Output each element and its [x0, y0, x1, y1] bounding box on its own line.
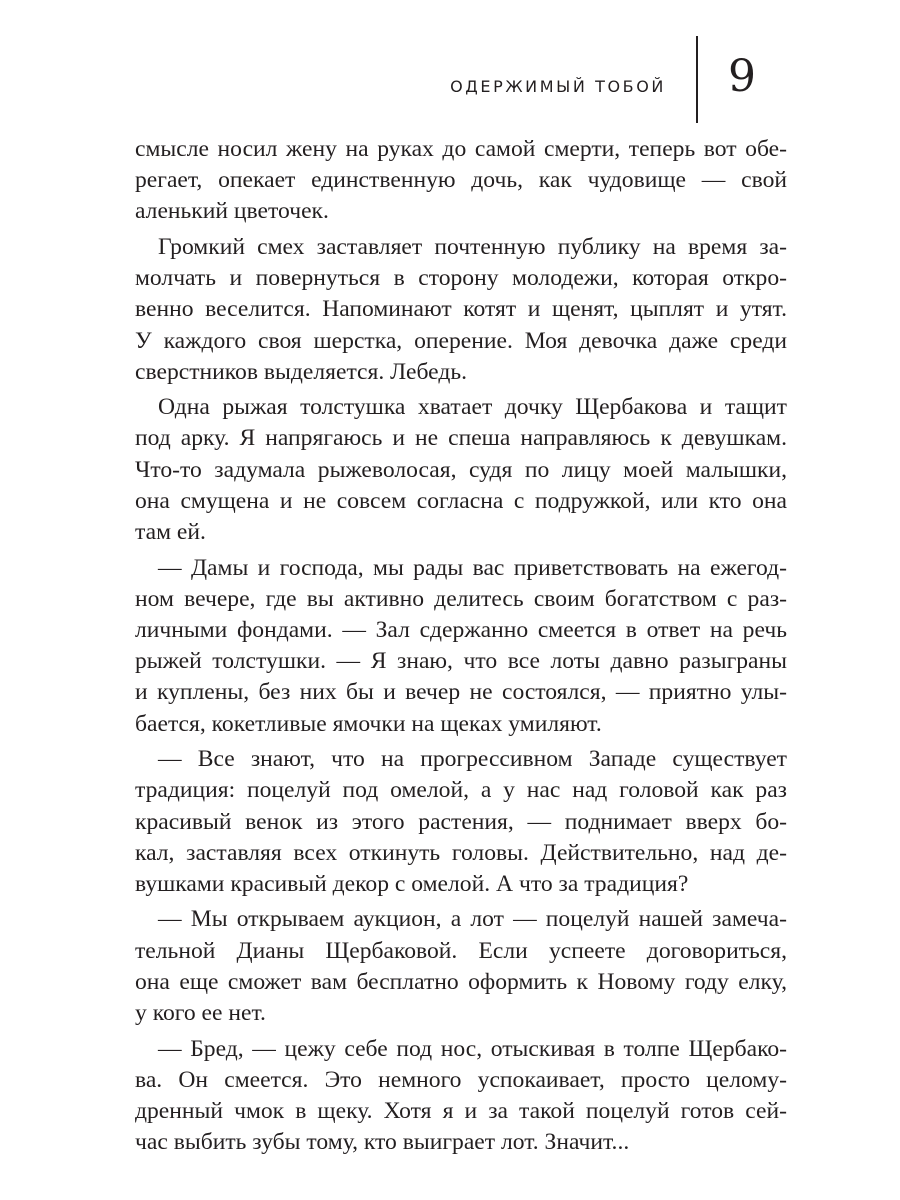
text-line: кал, заставляя всех откинуть головы. Действительно, над де- — [135, 839, 787, 866]
text-line: она еще сможет вам бесплатно оформить к Новому году елку, — [135, 968, 787, 995]
text-line: Громкий смех заставляет почтенную публику на время за- — [158, 233, 787, 260]
text-line: бается, кокетливые ямочки на щеках умиляют. — [135, 710, 602, 737]
text-line: — Все знают, что на прогрессивном Западе существует — [158, 746, 787, 773]
text-line: У каждого своя шерстка, оперение. Моя девочка даже среди — [135, 327, 787, 354]
text-line: венно веселится. Напоминают котят и щенят, цыплят и утят. — [135, 296, 787, 323]
text-line: аленький цветочек. — [135, 198, 329, 225]
text-line: тельной Дианы Щербаковой. Если успеете договориться, — [135, 937, 787, 964]
paragraph — [135, 232, 787, 388]
text-line: традиция: поцелуй под омелой, а у нас над головой как раз — [135, 777, 787, 804]
paragraph — [135, 134, 787, 228]
text-line: — Дамы и господа, мы рады вас приветствовать на ежегод- — [158, 554, 787, 581]
running-title: ОДЕРЖИМЫЙ ТОБОЙ — [450, 77, 666, 96]
text-line: смысле носил жену на руках до самой смерти, теперь вот обе- — [135, 136, 787, 162]
body-text — [135, 134, 787, 1163]
paragraph — [135, 1034, 787, 1159]
text-line: — Бред, — цежу себе под нос, отыскивая в толпе Щербако- — [158, 1035, 787, 1062]
paragraph — [135, 904, 787, 1029]
paragraph — [135, 392, 787, 548]
text-line: красивый венок из этого растения, — поднимает вверх бо- — [135, 808, 787, 835]
text-line: Что-то задумала рыжеволосая, судя по лицу моей малышки, — [135, 456, 787, 483]
text-line: час выбить зубы тому, кто выиграет лот. Значит... — [135, 1129, 630, 1156]
paragraph — [135, 553, 787, 740]
text-line: молчать и повернуться в сторону молодежи, которая откро- — [135, 265, 787, 292]
text-line: личными фондами. — Зал сдержанно смеется в ответ на речь — [135, 616, 787, 643]
header-divider — [696, 36, 698, 123]
text-line: у кого ее нет. — [135, 1000, 266, 1027]
text-line: и куплены, без них бы и вечер не состоялся, — приятно улы- — [135, 679, 787, 706]
text-line: — Мы открываем аукцион, а лот — поцелуй нашей замеча- — [158, 906, 787, 933]
paragraph — [135, 744, 787, 900]
text-line: ва. Он смеется. Это немного успокаивает, просто целому- — [135, 1066, 787, 1093]
text-line: регает, опекает единственную дочь, как чудовище — свой — [135, 167, 787, 194]
text-line: она смущена и не совсем согласна с подружкой, или кто она — [135, 487, 787, 514]
text-line: под арку. Я напрягаюсь и не спеша направляюсь к девушкам. — [135, 425, 787, 452]
text-line: дренный чмок в щеку. Хотя я и за такой поцелуй готов сей- — [135, 1097, 787, 1124]
text-line: рыжей толстушки. — Я знаю, что все лоты давно разыграны — [135, 648, 787, 675]
text-line: там ей. — [135, 519, 206, 546]
page-number: 9 — [728, 51, 756, 102]
text-line: вушками красивый декор с омелой. А что за традиция? — [135, 870, 689, 897]
text-line: сверстников выделяется. Лебедь. — [135, 358, 467, 385]
text-line: Одна рыжая толстушка хватает дочку Щербакова и тащит — [158, 394, 787, 421]
text-line: ном вечере, где вы активно делитесь своим богатством с раз- — [135, 585, 787, 612]
